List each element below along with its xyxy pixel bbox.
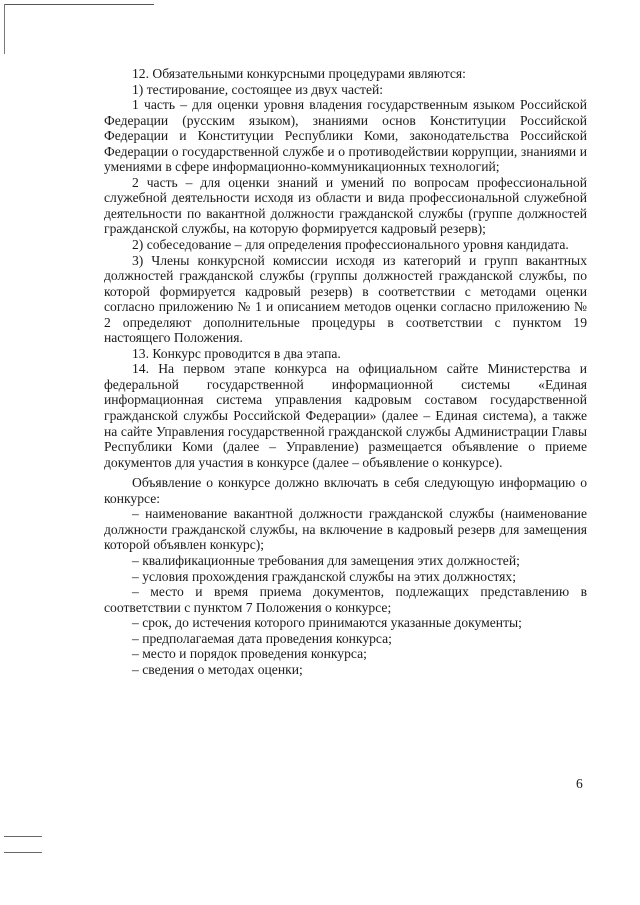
paragraph-commission: 3) Члены конкурсной комиссии исходя из категорий и групп вакантных должностей гражданской службы (группы должностей гражданской службы, по которой формируется кадровый резерв) в соответствии с методами оценки согласно приложению № 1 и описанием методов оценки согласно приложению № 2 определяют дополнительные процедуры в соответствии с пунктом 19 настоящего Положения.: [104, 252, 587, 346]
paragraph-12: 12. Обязательными конкурсными процедурами являются:: [132, 66, 466, 81]
paragraph-testing: 1) тестирование, состоящее из двух частей:: [132, 81, 384, 97]
scan-margin-mark: [4, 836, 42, 837]
paragraph-interview: 2) собеседование – для определения профессионального уровня кандидата.: [132, 237, 569, 253]
paragraph-13: 13. Конкурс проводится в два этапа.: [132, 345, 341, 361]
list-item: – условия прохождения гражданской службы на этих должностях;: [132, 568, 516, 584]
paragraph-part-2: 2 часть – для оценки знаний и умений по вопросам профессиональной служебной деятельности исходя из области и вида профессиональной служебной деятельности по вакантной должности гражданской службы (группе должностей гражданской службы, на которую формируется кадровый резерв);: [104, 174, 587, 237]
paragraph-part-1: 1 часть – для оценки уровня владения государственным языком Российской Федерации (русским языком), знаниями основ Конституции Российской Федерации и Конституции Республики Коми, законодательства Российской Федерации о государственной службе и о противодействии коррупции, знаниями и умениями в сфере информационно-коммуникационных технологий;: [104, 97, 587, 175]
list-item: – срок, до истечения которого принимаются указанные документы;: [132, 615, 522, 631]
list-item: – квалификационные требования для замещения этих должностей;: [132, 552, 520, 568]
scan-margin-mark: [4, 852, 42, 853]
page-number: 6: [576, 776, 583, 791]
list-item: – место и время приема документов, подлежащих представлению в соответствии с пунктом 7 Положения о конкурсе;: [104, 584, 587, 615]
document-body: [104, 66, 587, 677]
paragraph-14: 14. На первом этапе конкурса на официальном сайте Министерства и федеральной государственной информационной системы «Единая информационная система управления кадровым составом государственной гражданской службы Российской Федерации» (далее – Единая система), а также на сайте Управления государственной гражданской службы Администрации Главы Республики Коми (далее – Управление) размещается объявление о приеме документов для участия в конкурсе (далее – объявление о конкурсе).: [104, 361, 587, 470]
paragraph-announcement: Объявление о конкурсе должно включать в себя следующую информацию о конкурсе:: [104, 475, 587, 506]
list-item: – наименование вакантной должности гражданской службы (наименование должности гражданской службы, на включение в кадровый резерв для замещения которой объявлен конкурс);: [104, 506, 587, 553]
list-item: – предполагаемая дата проведения конкурса;: [132, 630, 392, 646]
list-item: – сведения о методах оценки;: [132, 661, 303, 677]
scan-edge-line: [4, 4, 154, 5]
list-item: – место и порядок проведения конкурса;: [132, 646, 367, 662]
scan-edge-line: [4, 4, 5, 54]
